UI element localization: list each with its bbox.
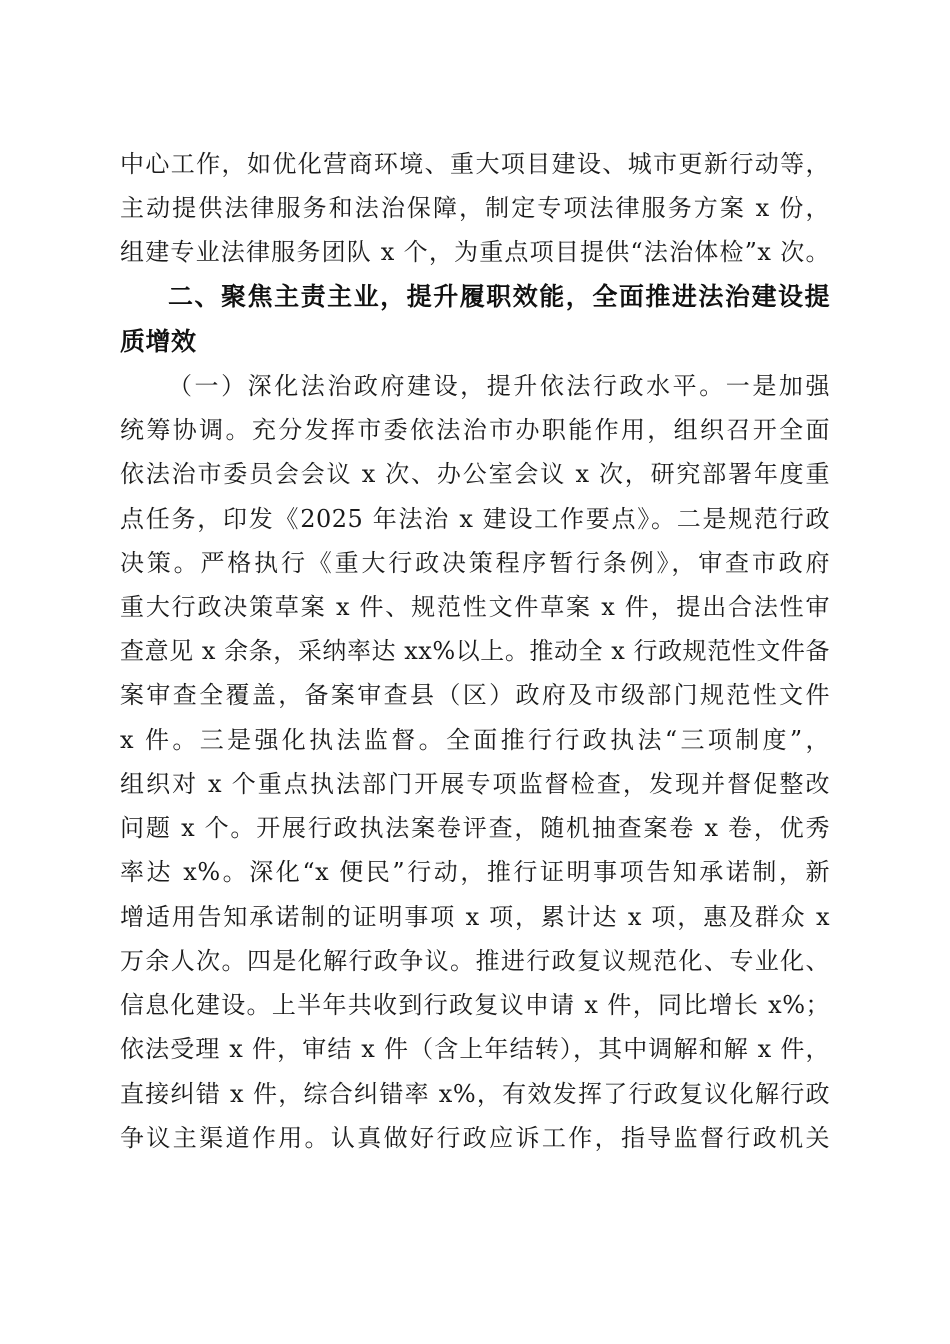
paragraph-line: 问题 x 个。开展行政执法案卷评查，随机抽查案卷 x 卷，优秀 [120,814,830,842]
paragraph-line: 争议主渠道作用。认真做好行政应诉工作，指导监督行政机关 [120,1124,830,1152]
paragraph-line: x 件。三是强化执法监督。全面推行行政执法“三项制度”， [120,726,830,754]
paragraph-line: 组织对 x 个重点执法部门开展专项监督检查，发现并督促整改 [120,770,830,798]
paragraph-line: 信息化建设。上半年共收到行政复议申请 x 件，同比增长 x%； [120,991,830,1019]
paragraph-line: 万余人次。四是化解行政争议。推进行政复议规范化、专业化、 [120,947,830,975]
paragraph-line: 重大行政决策草案 x 件、规范性文件草案 x 件，提出合法性审 [120,593,830,621]
section-heading-continuation: 质增效 [120,327,197,356]
paragraph-line: 直接纠错 x 件，综合纠错率 x%，有效发挥了行政复议化解行政 [120,1080,830,1108]
paragraph-line: 点任务，印发《2025 年法治 x 建设工作要点》。二是规范行政 [120,505,830,533]
paragraph-line: （一）深化法治政府建设，提升依法行政水平。一是加强 [168,372,830,400]
paragraph-line: 依法受理 x 件，审结 x 件（含上年结转），其中调解和解 x 件， [120,1035,830,1063]
paragraph-line: 统筹协调。充分发挥市委依法治市办职能作用，组织召开全面 [120,416,830,444]
section-heading: 二、聚焦主责主业，提升履职效能，全面推进法治建设提 [168,282,830,311]
paragraph-line: 率达 x%。深化“x 便民”行动，推行证明事项告知承诺制，新 [120,858,830,886]
paragraph-line: 决策。严格执行《重大行政决策程序暂行条例》，审查市政府 [120,549,830,577]
paragraph-line: 依法治市委员会会议 x 次、办公室会议 x 次，研究部署年度重 [120,460,830,488]
paragraph-line: 查意见 x 余条，采纳率达 xx%以上。推动全 x 行政规范性文件备 [120,637,830,665]
paragraph-line: 增适用告知承诺制的证明事项 x 项，累计达 x 项，惠及群众 x [120,903,830,931]
paragraph-line: 主动提供法律服务和法治保障，制定专项法律服务方案 x 份， [120,194,830,222]
paragraph-line: 中心工作，如优化营商环境、重大项目建设、城市更新行动等， [120,150,830,178]
paragraph-line: 组建专业法律服务团队 x 个，为重点项目提供“法治体检”x 次。 [120,238,830,266]
paragraph-line: 案审查全覆盖，备案审查县（区）政府及市级部门规范性文件 [120,681,830,709]
